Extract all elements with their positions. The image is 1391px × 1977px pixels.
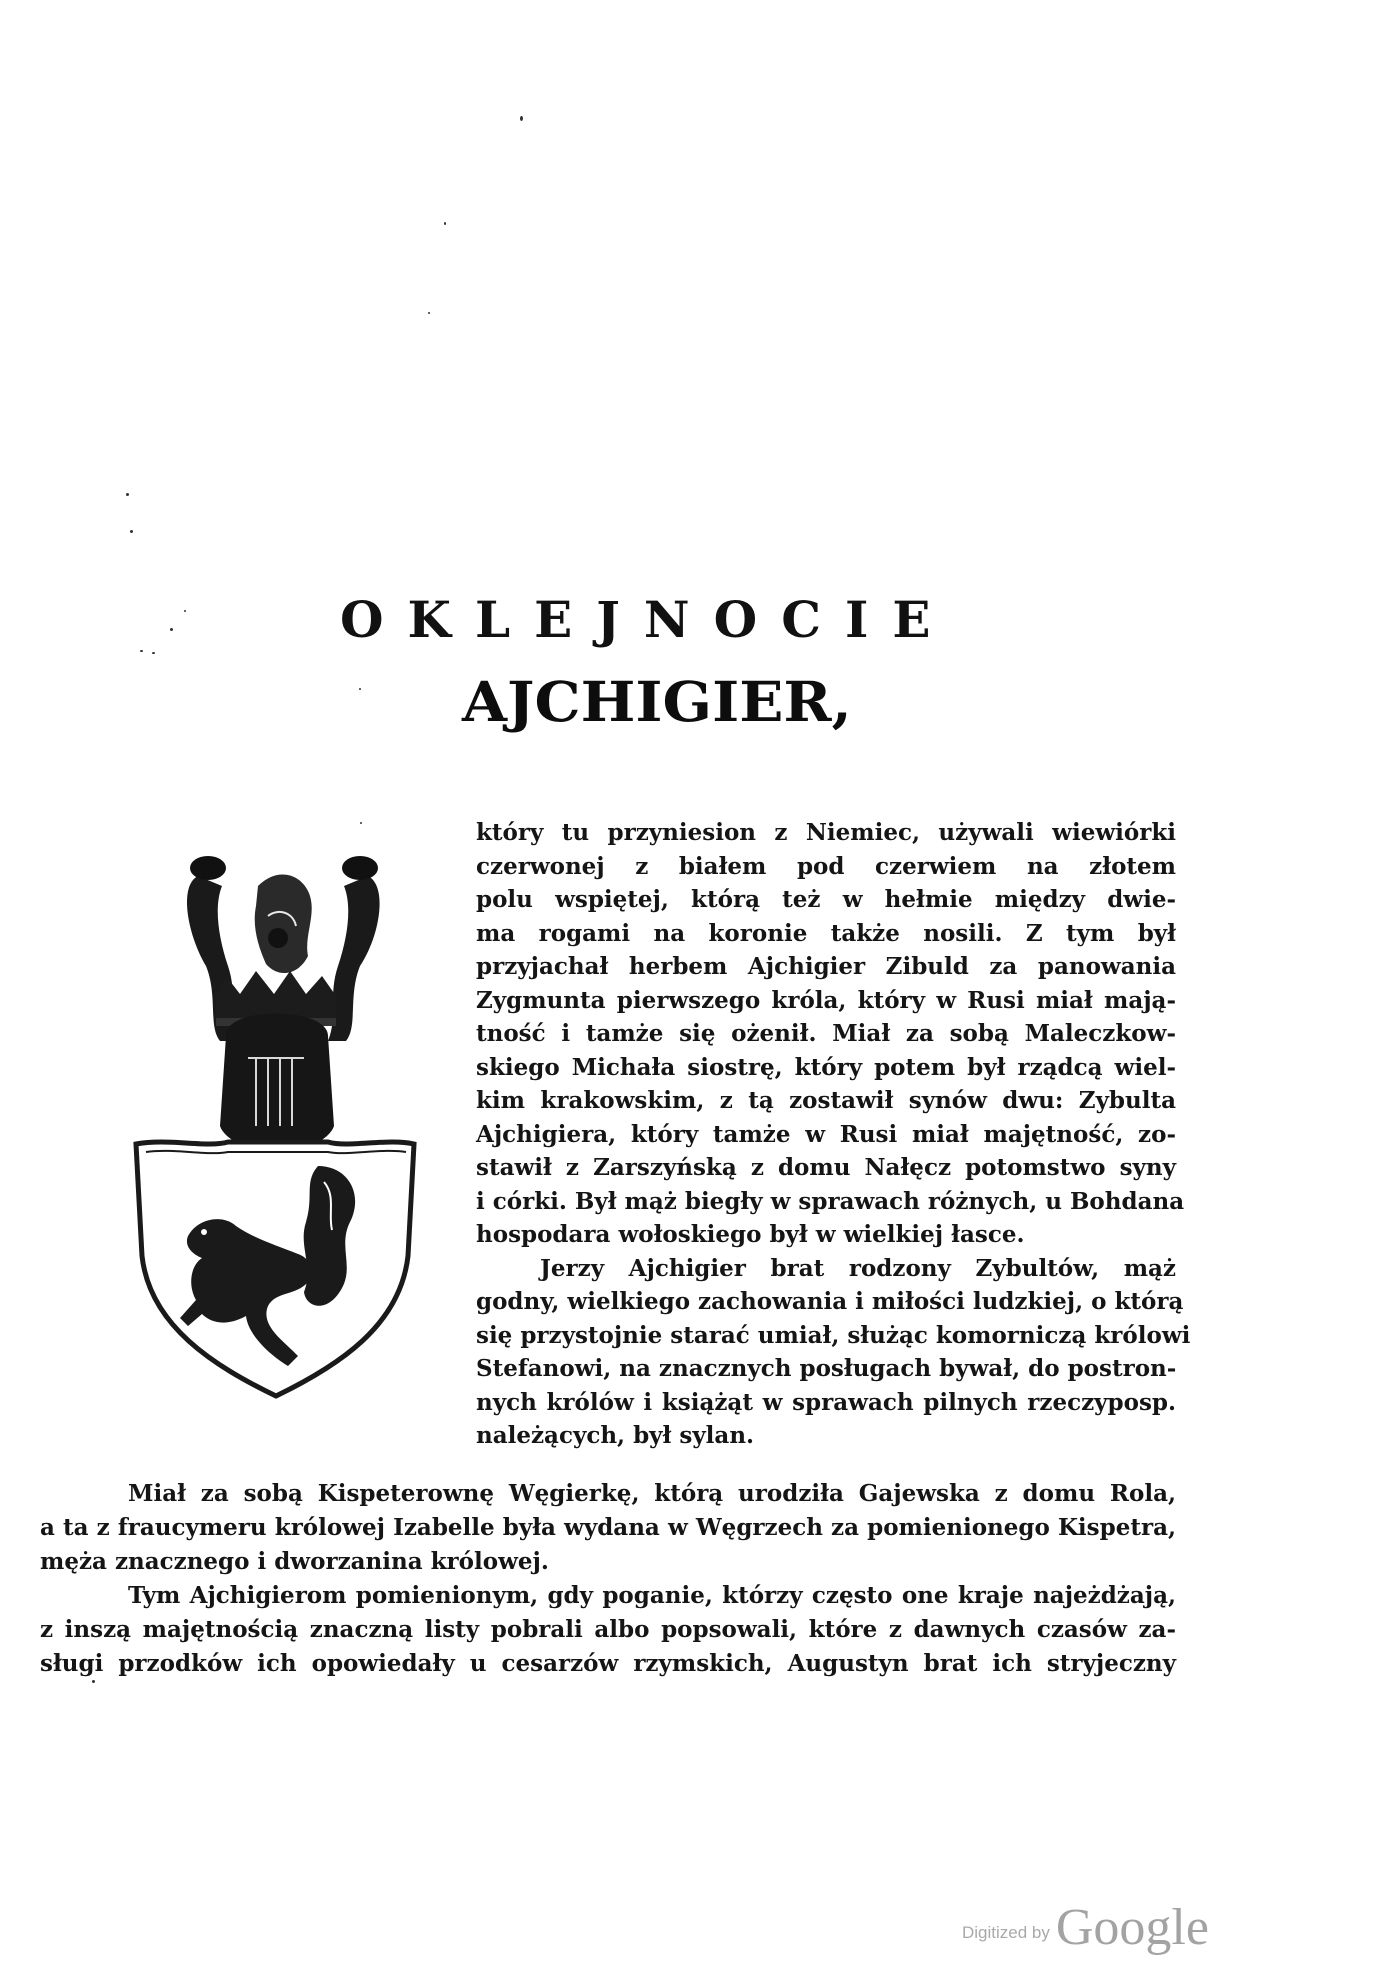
scan-speck [444, 222, 446, 225]
watermark-prefix: Digitized by [962, 1923, 1050, 1942]
text-line: się przystojnie starać umiał, służąc komorniczą królowi [476, 1321, 1191, 1349]
text-line: Jerzy Ajchigier brat rodzony Zybultów, mąż [540, 1254, 1176, 1282]
text-line: należących, był sylan. [476, 1422, 755, 1449]
text-line: który tu przyniesion z Niemiec, używali wiewiórki [476, 819, 1176, 846]
scan-speck [520, 116, 523, 121]
digitized-watermark [962, 1898, 1209, 1957]
text-line: nych królów i książąt w sprawach pilnych rzeczyposp. [476, 1388, 1176, 1416]
page-subtitle: AJCHIGIER, [462, 669, 852, 735]
text-line: Stefanowi, na znacznych posługach bywał, do postron- [476, 1355, 1177, 1382]
text-line: tność i tamże się ożenił. Miał za sobą Maleczkow- [476, 1020, 1176, 1047]
text-line: stawił z Zarszyńską z domu Nałęcz potomstwo syny [476, 1154, 1176, 1181]
scan-speck [152, 652, 155, 654]
text-line: przyjachał herbem Ajchigier Zibuld za panowania [476, 953, 1176, 980]
text-line: męża znacznego i dworzanina królowej. [40, 1548, 549, 1575]
text-line: Tym Ajchigierom pomienionym, gdy poganie, którzy często one kraje najeżdżają, [128, 1582, 1176, 1609]
text-line: czerwonej z białem pod czerwiem na złotem [476, 852, 1176, 880]
text-line: i córki. Był mąż biegły w sprawach różnych, u Bohdana [476, 1187, 1185, 1215]
text-line: Ajchigiera, który tamże w Rusi miał majętność, zo- [476, 1120, 1176, 1148]
watermark-brand: Google [1055, 1899, 1209, 1956]
text-line: kim krakowskim, z tą zostawił synów dwu: Zybulta [476, 1087, 1176, 1114]
page-title: OKLEJNOCIE [340, 590, 955, 649]
scan-speck [359, 688, 361, 690]
text-line: a ta z fraucymeru królowej Izabelle była wydana w Węgrzech za pomienionego Kispetra, [40, 1514, 1176, 1541]
text-line: sługi przodków ich opowiedały u cesarzów rzymskich, Augustyn brat ich stryjeczny [40, 1650, 1176, 1677]
text-line: hospodara wołoskiego był w wielkiej łasce. [476, 1221, 1025, 1248]
scan-speck [428, 312, 430, 314]
coat-of-arms-squirrel-icon [128, 826, 418, 1406]
scan-speck [184, 610, 186, 612]
scan-speck [360, 822, 362, 824]
full-width-text-block [40, 1477, 1176, 1681]
text-line: polu wspiętej, którą też w hełmie między dwie- [476, 886, 1176, 913]
scan-speck [126, 493, 129, 496]
text-line: skiego Michała siostrę, który potem był rządcą wiel- [476, 1053, 1176, 1081]
text-line: Zygmunta pierwszego króla, który w Rusi miał mają- [476, 986, 1176, 1014]
text-line: ma rogami na koronie także nosili. Z tym był [476, 919, 1176, 947]
text-line: z inszą majętnością znaczną listy pobrali albo popsowali, które z dawnych czasów za- [40, 1616, 1176, 1643]
scan-speck [130, 530, 133, 533]
text-line: Miał za sobą Kispeterownę Węgierkę, którą urodziła Gajewska z domu Rola, [128, 1480, 1176, 1507]
scan-speck [140, 650, 143, 652]
text-line: godny, wielkiego zachowania i miłości ludzkiej, o którą [476, 1288, 1184, 1315]
scan-speck [170, 628, 173, 631]
column-text-block [476, 816, 1191, 1453]
